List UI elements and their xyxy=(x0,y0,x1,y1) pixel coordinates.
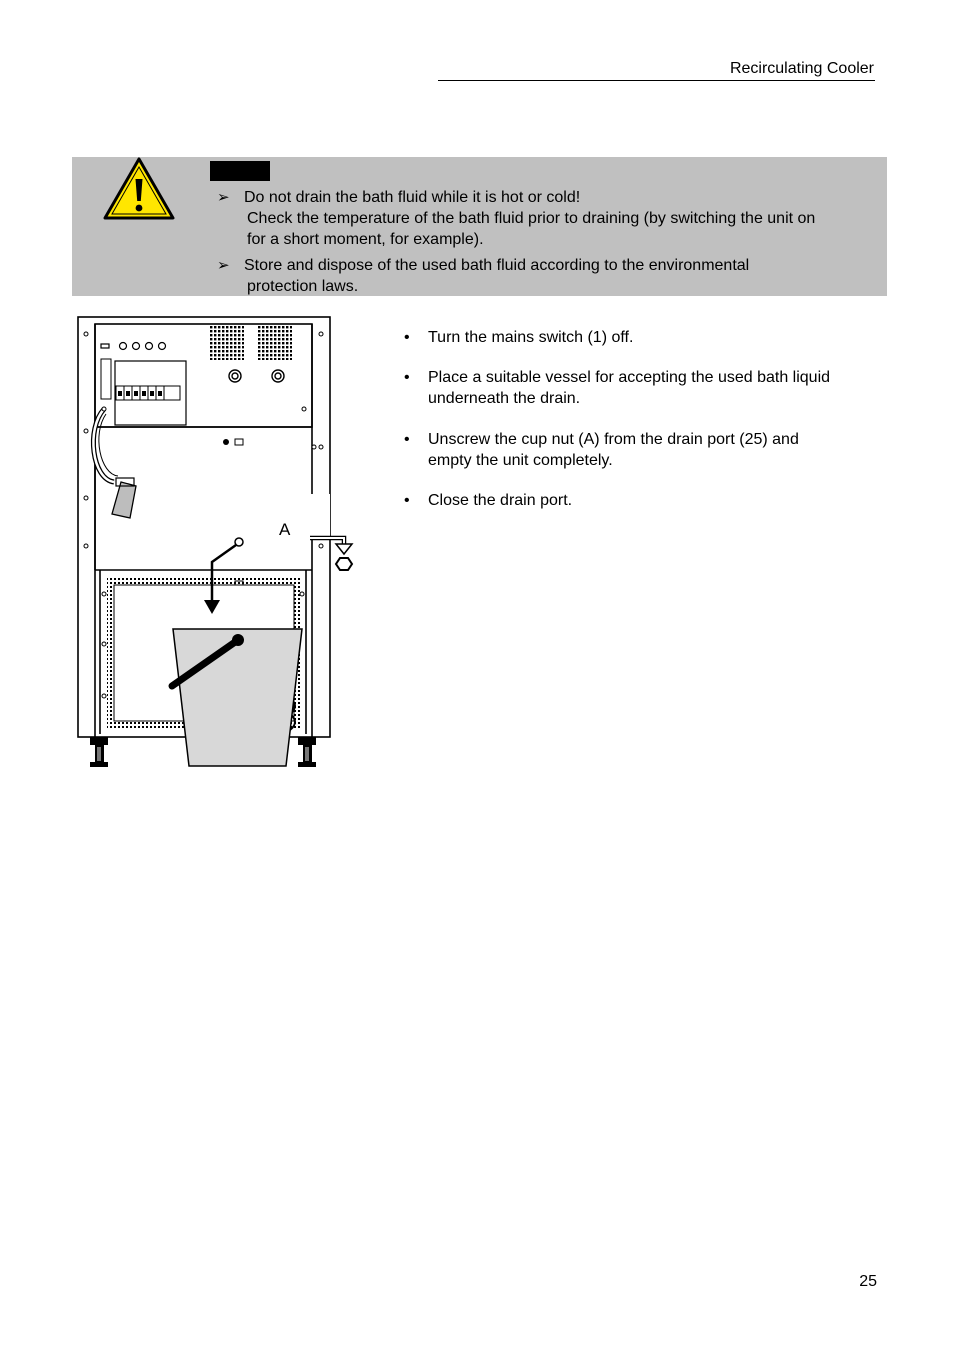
header-rule xyxy=(438,80,875,81)
list-item-text: Turn the mains switch (1) off. xyxy=(428,329,634,346)
signal-word-label xyxy=(210,161,270,181)
warning-box xyxy=(72,157,887,296)
warning-triangle-icon xyxy=(103,157,175,221)
bullet-icon: • xyxy=(404,369,410,386)
unit-drain-illustration xyxy=(74,314,364,774)
warning-item-text: for a short moment, for example). xyxy=(247,231,484,248)
arrow-bullet-icon: ➢ xyxy=(217,257,230,274)
list-item-text: Unscrew the cup nut (A) from the drain port (25) and xyxy=(428,431,799,448)
page-number: 25 xyxy=(859,1273,877,1290)
list-item-text: Place a suitable vessel for accepting the used bath liquid xyxy=(428,369,831,386)
bullet-icon: • xyxy=(404,329,410,346)
list-item-text: empty the unit completely. xyxy=(428,452,613,469)
warning-item-text: Do not drain the bath fluid while it is hot or cold! xyxy=(244,189,581,206)
list-item-text: underneath the drain. xyxy=(428,390,581,407)
arrow-bullet-icon: ➢ xyxy=(217,189,230,206)
bullet-icon: • xyxy=(404,492,410,509)
bullet-icon: • xyxy=(404,431,410,448)
warning-item-text: protection laws. xyxy=(247,278,359,295)
warning-item-text: Store and dispose of the used bath fluid according to the environmental xyxy=(244,257,750,274)
label-a: A xyxy=(279,520,291,539)
list-item-text: Close the drain port. xyxy=(428,492,573,509)
running-header: Recirculating Cooler xyxy=(729,60,874,77)
warning-item-text: Check the temperature of the bath fluid prior to draining (by switching the unit on xyxy=(247,210,816,227)
